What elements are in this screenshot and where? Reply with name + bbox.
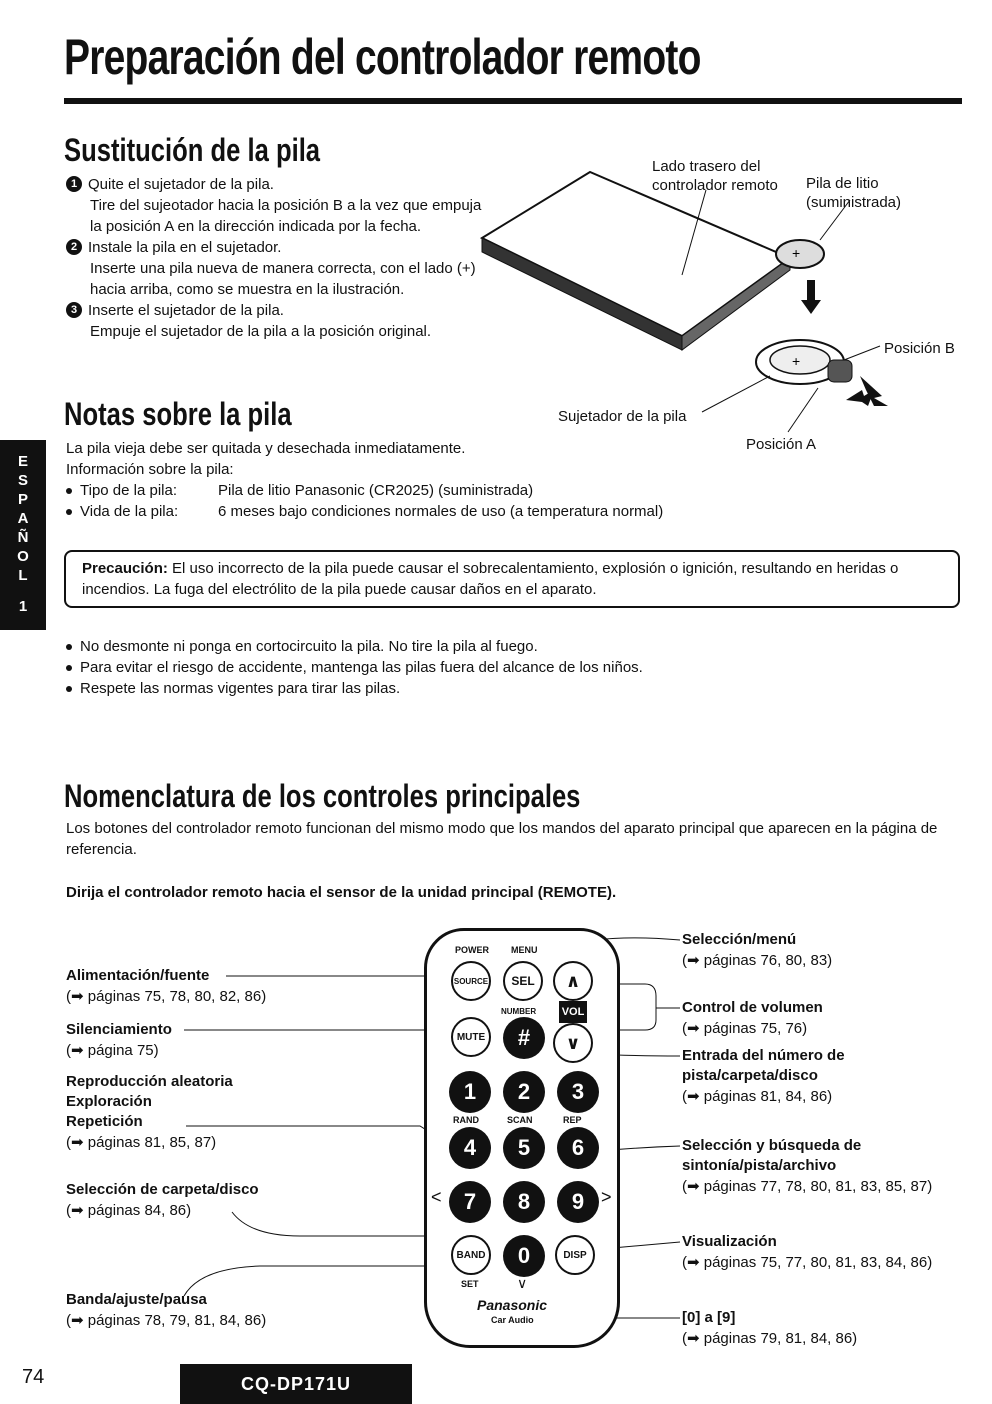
step-detail: Empuje el sujetador de la pila a la posición original.	[90, 323, 432, 340]
label-power-source: Alimentación/fuente (➡ páginas 75, 78, 80, 82, 86)	[66, 967, 267, 1005]
side-tab-letter: E	[17, 453, 28, 470]
title-rule	[64, 98, 962, 104]
battery-warnings-list	[66, 636, 766, 699]
side-tab-letter: L	[18, 567, 28, 584]
remote-back-top	[482, 172, 790, 336]
mute-button[interactable]: MUTE	[451, 1017, 491, 1057]
side-tab-letter: Ñ	[17, 529, 29, 546]
power-label: POWER	[455, 945, 490, 955]
label-display: Visualización (➡ páginas 75, 77, 80, 81, 83, 84, 86)	[682, 1233, 933, 1271]
position-a-label: Posición A	[746, 436, 817, 453]
down-chevron-icon: ∨	[517, 1275, 528, 1291]
step-lead: Inserte el sujetador de la pila.	[88, 302, 284, 319]
volume-up-button[interactable]: ∧	[553, 961, 593, 1001]
side-tab-letter: P	[17, 491, 28, 508]
page-number: 74	[22, 1366, 45, 1388]
step-detail: Tire del sujeotador hacia la posición B a la vez que empuja la posición A en la dirección indicada por la fecha.	[90, 197, 482, 235]
model-tab: CQ-DP171U	[180, 1364, 412, 1404]
label-digits: [0] a [9] (➡ páginas 79, 81, 84, 86)	[682, 1309, 858, 1347]
notes-line-1: La pila vieja debe ser quitada y desechada inmediatamente.	[66, 440, 466, 457]
nomenclature-instruction: Dirija el controlador remoto hacia el sensor de la unidad principal (REMOTE).	[66, 884, 617, 901]
digit-7-button[interactable]: 7	[449, 1181, 491, 1223]
remote-control	[424, 928, 620, 1348]
battery-notes-body	[66, 438, 706, 522]
right-chevron-icon: >	[601, 1187, 612, 1207]
step-number: 2	[66, 239, 82, 255]
volume-down-button[interactable]: ∨	[553, 1023, 593, 1063]
list-item: Respete las normas vigentes para tirar las pilas.	[66, 678, 766, 699]
rand-label: RAND	[453, 1115, 479, 1125]
vol-label: VOL	[559, 1001, 587, 1023]
side-tab-letter: A	[17, 510, 29, 527]
side-tab-number: 1	[18, 598, 28, 615]
band-button[interactable]: BAND	[451, 1235, 491, 1275]
svg-text:+: +	[792, 353, 801, 369]
left-chevron-icon: <	[431, 1187, 442, 1207]
digit-2-button[interactable]: 2	[503, 1071, 545, 1113]
list-item: No desmonte ni ponga en cortocircuito la pila. No tire la pila al fuego.	[66, 636, 766, 657]
battery-notes-heading: Notas sobre la pila	[64, 396, 292, 432]
step-lead: Instale la pila en el sujetador.	[88, 239, 282, 256]
label-rand-scan-rep: Reproducción aleatoria Exploración Repetición (➡ páginas 81, 85, 87)	[66, 1073, 233, 1151]
step-number: 1	[66, 176, 82, 192]
digit-9-button[interactable]: 9	[557, 1181, 599, 1223]
digit-6-button[interactable]: 6	[557, 1127, 599, 1169]
digit-0-button[interactable]: 0	[503, 1235, 545, 1277]
list-item: Para evitar el riesgo de accidente, mantenga las pilas fuera del alcance de los niños.	[66, 657, 766, 678]
label-tune-search: Selección y búsqueda de sintonía/pista/archivo (➡ páginas 77, 78, 80, 81, 83, 85, 87)	[682, 1137, 933, 1195]
set-label: SET	[461, 1279, 479, 1289]
battery-type-item: Tipo de la pila: Pila de litio Panasonic (CR2025) (suministrada)	[66, 480, 706, 501]
digit-4-button[interactable]: 4	[449, 1127, 491, 1169]
scan-label: SCAN	[507, 1115, 533, 1125]
number-entry-button[interactable]: #	[503, 1017, 545, 1059]
battery-steps	[66, 174, 486, 342]
digit-1-button[interactable]: 1	[449, 1071, 491, 1113]
step-2	[66, 237, 486, 300]
brand-subtitle: Car Audio	[491, 1315, 534, 1325]
notes-line-2: Información sobre la pila:	[66, 461, 234, 478]
lithium-battery-label: Pila de litio (suministrada)	[806, 175, 902, 211]
side-tab-letter: S	[17, 472, 28, 489]
battery-replacement-heading: Sustitución de la pila	[64, 132, 321, 168]
position-b-label: Posición B	[884, 340, 955, 357]
caution-box	[64, 550, 960, 608]
label-number-entry: Entrada del número de pista/carpeta/disco (➡ páginas 81, 84, 86)	[682, 1047, 845, 1105]
step-1	[66, 174, 486, 237]
step-3	[66, 300, 486, 342]
page-title: Preparación del controlador remoto	[64, 29, 701, 85]
step-lead: Quite el sujetador de la pila.	[88, 176, 274, 193]
menu-label: MENU	[511, 945, 538, 955]
language-side-tab	[0, 440, 46, 630]
svg-text:+: +	[792, 245, 801, 261]
side-tab-letter: O	[17, 548, 29, 565]
caution-label: Precaución:	[82, 560, 168, 577]
digit-3-button[interactable]: 3	[557, 1071, 599, 1113]
disp-button[interactable]: DISP	[555, 1235, 595, 1275]
caution-text: El uso incorrecto de la pila puede causar el sobrecalentamiento, explosión o ignición, resultando en heridas o incendios. La fuga del electrólito de la pila puede causar daños en el aparato.	[82, 560, 899, 598]
label-band-set-pause: Banda/ajuste/pausa (➡ páginas 78, 79, 81, 84, 86)	[66, 1291, 267, 1329]
side-tab-letters	[17, 452, 29, 585]
nomenclature-heading: Nomenclatura de los controles principales	[64, 778, 581, 814]
brand-logo: Panasonic	[477, 1297, 548, 1313]
digit-5-button[interactable]: 5	[503, 1127, 545, 1169]
number-label: NUMBER	[501, 1007, 537, 1016]
sel-button[interactable]: SEL	[503, 961, 543, 1001]
remote-back-label: Lado trasero del controlador remoto	[652, 158, 778, 194]
battery-holder-label: Sujetador de la pila	[558, 408, 687, 425]
nomenclature-intro: Los botones del controlador remoto funcionan del mismo modo que los mandos del aparato principal que aparecen en la página de referencia.	[66, 820, 938, 858]
down-arrow-icon	[801, 300, 821, 314]
label-mute: Silenciamiento (➡ página 75)	[66, 1021, 172, 1059]
label-volume: Control de volumen (➡ páginas 75, 76)	[682, 999, 823, 1037]
label-folder-disc: Selección de carpeta/disco (➡ páginas 84, 86)	[66, 1181, 259, 1219]
rep-label: REP	[563, 1115, 582, 1125]
label-select-menu: Selección/menú (➡ páginas 76, 80, 83)	[682, 931, 833, 969]
step-number: 3	[66, 302, 82, 318]
step-detail: Inserte una pila nueva de manera correcta, con el lado (+) hacia arriba, como se muestra en la ilustración.	[90, 260, 476, 298]
battery-life-item: Vida de la pila: 6 meses bajo condiciones normales de uso (a temperatura normal)	[66, 501, 706, 522]
digit-8-button[interactable]: 8	[503, 1181, 545, 1223]
source-button[interactable]: SOURCE	[451, 961, 491, 1001]
